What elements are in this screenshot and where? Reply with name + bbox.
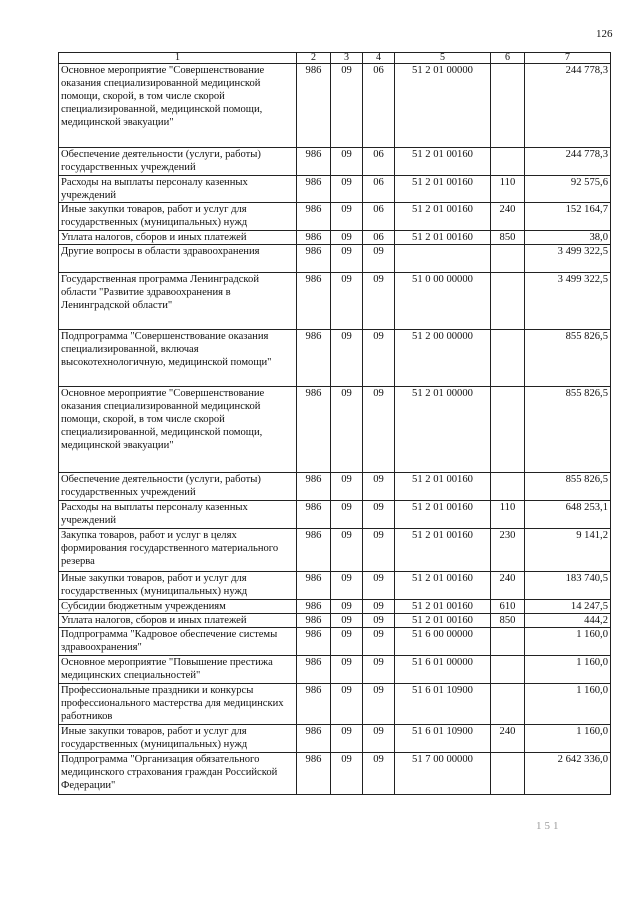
target-article: 51 2 01 00160 bbox=[395, 614, 491, 628]
section-code: 09 bbox=[331, 387, 363, 473]
item-name: Субсидии бюджетным учреждениям bbox=[59, 600, 297, 614]
item-name: Подпрограмма "Кадровое обеспечение системы здравоохранения" bbox=[59, 628, 297, 656]
expense-type bbox=[491, 330, 525, 387]
subsection-code: 09 bbox=[363, 600, 395, 614]
column-header: 5 bbox=[395, 53, 491, 64]
table-row bbox=[59, 501, 611, 529]
subsection-code: 09 bbox=[363, 245, 395, 273]
ministry-code: 986 bbox=[297, 64, 331, 148]
item-name: Иные закупки товаров, работ и услуг для государственных (муниципальных) нужд bbox=[59, 203, 297, 231]
ministry-code: 986 bbox=[297, 203, 331, 231]
target-article: 51 2 01 00160 bbox=[395, 203, 491, 231]
target-article: 51 6 00 00000 bbox=[395, 628, 491, 656]
expense-type: 110 bbox=[491, 501, 525, 529]
budget-table bbox=[58, 52, 611, 795]
ministry-code: 986 bbox=[297, 273, 331, 330]
amount: 855 826,5 bbox=[525, 473, 611, 501]
subsection-code: 09 bbox=[363, 273, 395, 330]
table-row bbox=[59, 330, 611, 387]
item-name: Обеспечение деятельности (услуги, работы) государственных учреждений bbox=[59, 148, 297, 176]
expense-type: 110 bbox=[491, 176, 525, 203]
amount: 855 826,5 bbox=[525, 387, 611, 473]
section-code: 09 bbox=[331, 203, 363, 231]
ministry-code: 986 bbox=[297, 231, 331, 245]
expense-type bbox=[491, 245, 525, 273]
column-header: 7 bbox=[525, 53, 611, 64]
expense-type bbox=[491, 148, 525, 176]
amount: 92 575,6 bbox=[525, 176, 611, 203]
column-header: 2 bbox=[297, 53, 331, 64]
target-article: 51 0 00 00000 bbox=[395, 273, 491, 330]
ministry-code: 986 bbox=[297, 529, 331, 572]
target-article: 51 2 01 00160 bbox=[395, 572, 491, 600]
expense-type: 610 bbox=[491, 600, 525, 614]
subsection-code: 09 bbox=[363, 753, 395, 795]
table-row bbox=[59, 176, 611, 203]
target-article: 51 2 01 00160 bbox=[395, 176, 491, 203]
table-row bbox=[59, 273, 611, 330]
expense-type: 240 bbox=[491, 572, 525, 600]
subsection-code: 09 bbox=[363, 628, 395, 656]
table-row bbox=[59, 684, 611, 725]
section-code: 09 bbox=[331, 176, 363, 203]
table-row bbox=[59, 600, 611, 614]
item-name: Подпрограмма "Совершенствование оказания специализированной, включая высокотехнологичную, медицинской помощи" bbox=[59, 330, 297, 387]
footer-stamp-number: 151 bbox=[536, 820, 562, 832]
subsection-code: 09 bbox=[363, 656, 395, 684]
section-code: 09 bbox=[331, 231, 363, 245]
expense-type: 230 bbox=[491, 529, 525, 572]
ministry-code: 986 bbox=[297, 473, 331, 501]
section-code: 09 bbox=[331, 245, 363, 273]
target-article: 51 7 00 00000 bbox=[395, 753, 491, 795]
item-name: Основное мероприятие "Совершенствование оказания специализированной медицинской помощи, скорой, в том числе скорой специализированной, медицинской помощи, медицинской эвакуации" bbox=[59, 387, 297, 473]
expense-type bbox=[491, 684, 525, 725]
section-code: 09 bbox=[331, 572, 363, 600]
subsection-code: 06 bbox=[363, 64, 395, 148]
item-name: Другие вопросы в области здравоохранения bbox=[59, 245, 297, 273]
section-code: 09 bbox=[331, 273, 363, 330]
subsection-code: 09 bbox=[363, 614, 395, 628]
amount: 3 499 322,5 bbox=[525, 245, 611, 273]
expense-type: 850 bbox=[491, 231, 525, 245]
table-row bbox=[59, 628, 611, 656]
column-header: 3 bbox=[331, 53, 363, 64]
section-code: 09 bbox=[331, 628, 363, 656]
ministry-code: 986 bbox=[297, 628, 331, 656]
column-header: 6 bbox=[491, 53, 525, 64]
subsection-code: 06 bbox=[363, 231, 395, 245]
amount: 152 164,7 bbox=[525, 203, 611, 231]
target-article: 51 2 01 00160 bbox=[395, 600, 491, 614]
section-code: 09 bbox=[331, 148, 363, 176]
item-name: Обеспечение деятельности (услуги, работы) государственных учреждений bbox=[59, 473, 297, 501]
item-name: Расходы на выплаты персоналу казенных учреждений bbox=[59, 176, 297, 203]
expense-type bbox=[491, 387, 525, 473]
target-article: 51 6 01 10900 bbox=[395, 725, 491, 753]
table-row bbox=[59, 148, 611, 176]
ministry-code: 986 bbox=[297, 725, 331, 753]
ministry-code: 986 bbox=[297, 176, 331, 203]
amount: 1 160,0 bbox=[525, 656, 611, 684]
section-code: 09 bbox=[331, 330, 363, 387]
target-article bbox=[395, 245, 491, 273]
table-row bbox=[59, 64, 611, 148]
amount: 183 740,5 bbox=[525, 572, 611, 600]
column-header: 4 bbox=[363, 53, 395, 64]
item-name: Уплата налогов, сборов и иных платежей bbox=[59, 231, 297, 245]
ministry-code: 986 bbox=[297, 684, 331, 725]
table-row bbox=[59, 614, 611, 628]
section-code: 09 bbox=[331, 600, 363, 614]
amount: 648 253,1 bbox=[525, 501, 611, 529]
target-article: 51 6 01 00000 bbox=[395, 656, 491, 684]
subsection-code: 06 bbox=[363, 176, 395, 203]
subsection-code: 09 bbox=[363, 330, 395, 387]
table-row bbox=[59, 753, 611, 795]
item-name: Профессиональные праздники и конкурсы профессионального мастерства для медицинских работников bbox=[59, 684, 297, 725]
target-article: 51 2 00 00000 bbox=[395, 330, 491, 387]
item-name: Закупка товаров, работ и услуг в целях формирования государственного материального резерва bbox=[59, 529, 297, 572]
table-row bbox=[59, 245, 611, 273]
item-name: Основное мероприятие "Совершенствование оказания специализированной медицинской помощи, скорой, в том числе скорой специализированной, медицинской помощи, медицинской эвакуации" bbox=[59, 64, 297, 148]
subsection-code: 09 bbox=[363, 572, 395, 600]
target-article: 51 6 01 10900 bbox=[395, 684, 491, 725]
table-row bbox=[59, 656, 611, 684]
section-code: 09 bbox=[331, 753, 363, 795]
section-code: 09 bbox=[331, 64, 363, 148]
ministry-code: 986 bbox=[297, 330, 331, 387]
subsection-code: 09 bbox=[363, 473, 395, 501]
item-name: Иные закупки товаров, работ и услуг для государственных (муниципальных) нужд bbox=[59, 725, 297, 753]
target-article: 51 2 01 00160 bbox=[395, 231, 491, 245]
expense-type bbox=[491, 628, 525, 656]
subsection-code: 06 bbox=[363, 203, 395, 231]
amount: 444,2 bbox=[525, 614, 611, 628]
amount: 1 160,0 bbox=[525, 725, 611, 753]
expense-type bbox=[491, 64, 525, 148]
header-row bbox=[59, 53, 611, 64]
amount: 9 141,2 bbox=[525, 529, 611, 572]
target-article: 51 2 01 00160 bbox=[395, 148, 491, 176]
section-code: 09 bbox=[331, 684, 363, 725]
ministry-code: 986 bbox=[297, 148, 331, 176]
amount: 3 499 322,5 bbox=[525, 273, 611, 330]
page-number: 126 bbox=[596, 28, 613, 40]
table-row bbox=[59, 725, 611, 753]
ministry-code: 986 bbox=[297, 387, 331, 473]
expense-type: 240 bbox=[491, 203, 525, 231]
table-row bbox=[59, 572, 611, 600]
ministry-code: 986 bbox=[297, 245, 331, 273]
amount: 38,0 bbox=[525, 231, 611, 245]
section-code: 09 bbox=[331, 473, 363, 501]
table-row bbox=[59, 231, 611, 245]
section-code: 09 bbox=[331, 614, 363, 628]
subsection-code: 09 bbox=[363, 684, 395, 725]
section-code: 09 bbox=[331, 529, 363, 572]
section-code: 09 bbox=[331, 501, 363, 529]
item-name: Уплата налогов, сборов и иных платежей bbox=[59, 614, 297, 628]
item-name: Основное мероприятие "Повышение престижа медицинских специальностей" bbox=[59, 656, 297, 684]
item-name: Государственная программа Ленинградской области "Развитие здравоохранения в Ленинградской области" bbox=[59, 273, 297, 330]
subsection-code: 06 bbox=[363, 148, 395, 176]
amount: 244 778,3 bbox=[525, 64, 611, 148]
column-header: 1 bbox=[59, 53, 297, 64]
expense-type bbox=[491, 753, 525, 795]
ministry-code: 986 bbox=[297, 600, 331, 614]
subsection-code: 09 bbox=[363, 725, 395, 753]
target-article: 51 2 01 00000 bbox=[395, 64, 491, 148]
item-name: Подпрограмма "Организация обязательного медицинского страхования граждан Российской Федерации" bbox=[59, 753, 297, 795]
amount: 855 826,5 bbox=[525, 330, 611, 387]
subsection-code: 09 bbox=[363, 501, 395, 529]
expense-type: 240 bbox=[491, 725, 525, 753]
table-row bbox=[59, 473, 611, 501]
ministry-code: 986 bbox=[297, 656, 331, 684]
expense-type: 850 bbox=[491, 614, 525, 628]
table-row bbox=[59, 387, 611, 473]
expense-type bbox=[491, 273, 525, 330]
target-article: 51 2 01 00160 bbox=[395, 529, 491, 572]
expense-type bbox=[491, 473, 525, 501]
ministry-code: 986 bbox=[297, 614, 331, 628]
amount: 2 642 336,0 bbox=[525, 753, 611, 795]
target-article: 51 2 01 00160 bbox=[395, 501, 491, 529]
section-code: 09 bbox=[331, 656, 363, 684]
amount: 1 160,0 bbox=[525, 684, 611, 725]
item-name: Иные закупки товаров, работ и услуг для государственных (муниципальных) нужд bbox=[59, 572, 297, 600]
section-code: 09 bbox=[331, 725, 363, 753]
amount: 244 778,3 bbox=[525, 148, 611, 176]
expense-type bbox=[491, 656, 525, 684]
table-row bbox=[59, 203, 611, 231]
target-article: 51 2 01 00000 bbox=[395, 387, 491, 473]
amount: 1 160,0 bbox=[525, 628, 611, 656]
item-name: Расходы на выплаты персоналу казенных учреждений bbox=[59, 501, 297, 529]
amount: 14 247,5 bbox=[525, 600, 611, 614]
table-row bbox=[59, 529, 611, 572]
ministry-code: 986 bbox=[297, 501, 331, 529]
ministry-code: 986 bbox=[297, 572, 331, 600]
ministry-code: 986 bbox=[297, 753, 331, 795]
subsection-code: 09 bbox=[363, 387, 395, 473]
subsection-code: 09 bbox=[363, 529, 395, 572]
target-article: 51 2 01 00160 bbox=[395, 473, 491, 501]
